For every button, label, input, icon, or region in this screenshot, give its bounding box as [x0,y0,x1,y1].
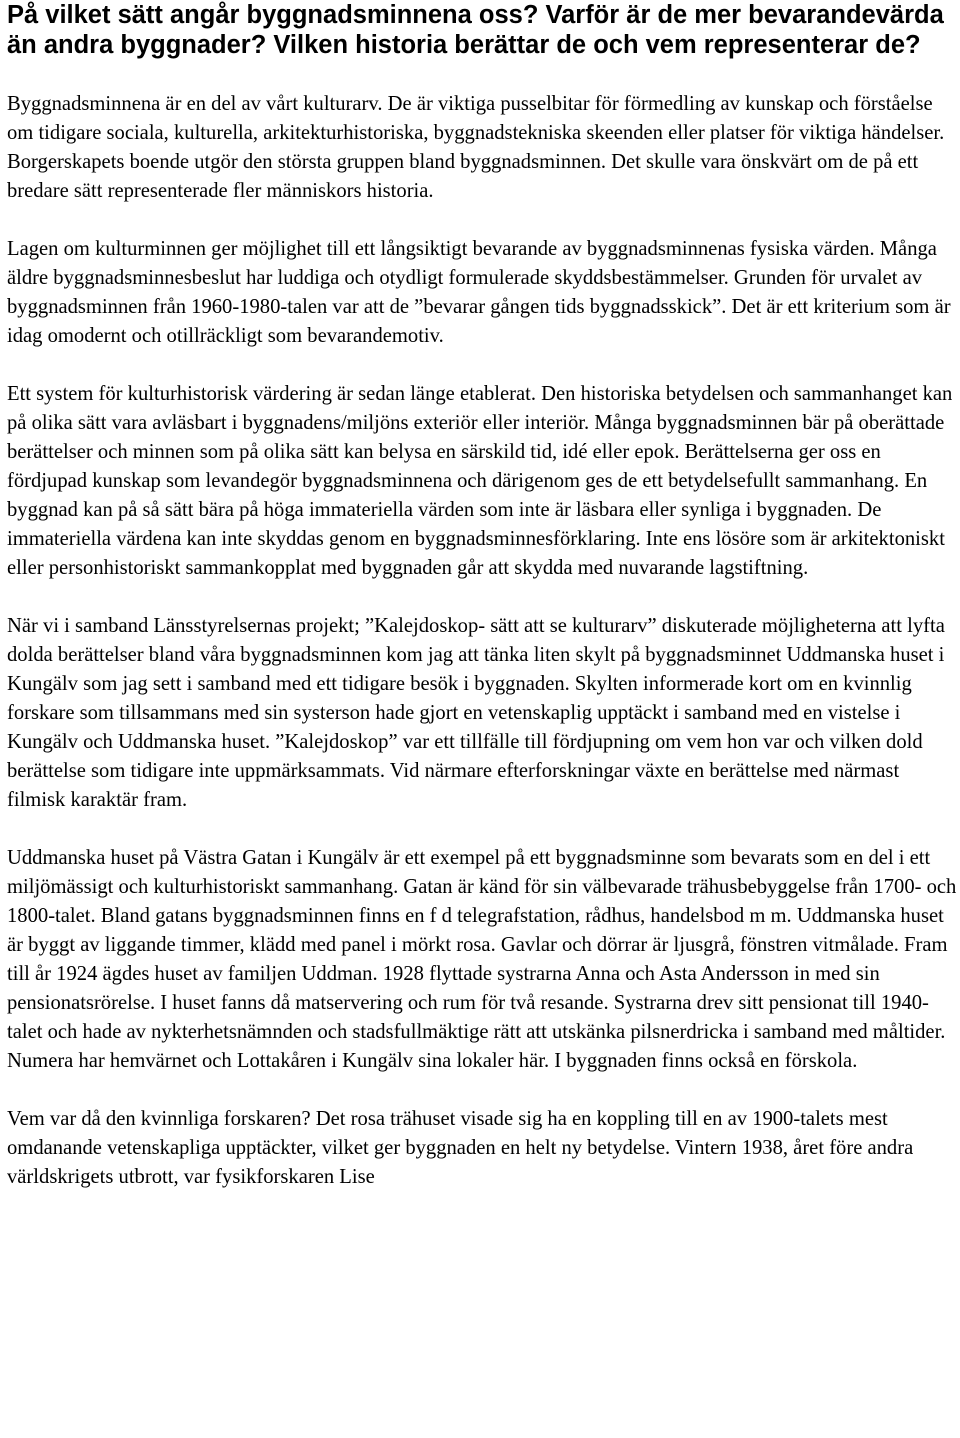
paragraph-kalejdoskop: När vi i samband Länsstyrelsernas projekt; ”Kalejdoskop- sätt att se kulturarv” diskuterade möjligheterna att lyfta dolda berättelser bland våra byggnadsminnen kom jag att tänka liten skylt på byggnadsminnet Uddmanska huset i Kungälv som jag sett i samband med ett tidigare besök i byggnaden. Skylten informerade kort om en kvinnlig forskare som tillsammans med sin systerson hade gjort en vetenskaplig upptäckt i samband med en vistelse i Kungälv och Uddmanska huset. ”Kalejdoskop” var ett tillfälle till fördjupning om vem hon var och vilken dold berättelse som tidigare inte uppmärksammats. Vid närmare efterforskningar växte en berättelse med närmast filmisk karaktär fram. [7,615,945,811]
paragraph-uddmanska-huset: Uddmanska huset på Västra Gatan i Kungälv är ett exempel på ett byggnadsminne som bevarats som en del i ett miljömässigt och kulturhistoriskt sammanhang. Gatan är känd för sin välbevarade trähusbebyggelse från 1700- och 1800-talet. Bland gatans byggnadsminnen finns en f d telegrafstation, rådhus, handelsbod m m. Uddmanska huset är byggt av liggande timmer, klädd med panel i mörkt rosa. Gavlar och dörrar är ljusgrå, fönstren vitmålade. Fram till år 1924 ägdes huset av familjen Uddman. 1928 flyttade systrarna Anna och Asta Andersson in med sin pensionatsrörelse. I huset fanns då matservering och rum för två resande. Systrarna drev sitt pensionat till 1940-talet och hade av nykterhetsnämnden och stadsfullmäktige rätt att utskänka pilsnerdricka i samband med måltider. Numera har hemvärnet och Lottakåren i Kungälv sina lokaler här. I byggnaden finns också en förskola. [7,847,957,1072]
paragraph-kulturarv: Byggnadsminnena är en del av vårt kulturarv. De är viktiga pusselbitar för förmedling av kunskap och förståelse om tidigare sociala, kulturella, arkitekturhistoriska, byggnadstekniska skeenden eller platser för viktiga händelser. Borgerskapets boende utgör den största gruppen bland byggnadsminnen. Det skulle vara önskvärt om de på ett bredare sätt representerade fler människors historia. [7,93,945,202]
document-page [7,0,957,1192]
paragraph-lagen: Lagen om kulturminnen ger möjlighet till ett långsiktigt bevarande av byggnadsminnenas fysiska värden. Många äldre byggnadsminnesbeslut har luddiga och otydligt formulerade skyddsbestämmelser. Grunden för urvalet av byggnadsminnen från 1960-1980-talen var att de ”bevarar gången tids byggnadsskick”. Det är ett kriterium som är idag omodernt och otillräckligt som bevarandemotiv. [7,238,951,347]
page-heading: På vilket sätt angår byggnadsminnena oss? Varför är de mer bevarandevärda än andra byggnader? Vilken historia berättar de och vem representerar de? [7,1,944,59]
paragraph-forskaren: Vem var då den kvinnliga forskaren? Det rosa trähuset visade sig ha en koppling till en av 1900-talets mest omdanande vetenskapliga upptäckter, vilket ger byggnaden en helt ny betydelse. Vintern 1938, året före andra världskrigets utbrott, var fysikforskaren Lise [7,1108,914,1188]
paragraph-vardering: Ett system för kulturhistorisk värdering är sedan länge etablerat. Den historiska betydelsen och sammanhanget kan på olika sätt vara avläsbart i byggnadens/miljöns exteriör eller interiör. Många byggnadsminnen bär på oberättade berättelser och minnen som på olika sätt kan belysa en särskild tid, idé eller epok. Berättelserna ger oss en fördjupad kunskap som levandegör byggnadsminnena och därigenom ges de ett betydelsefullt sammanhang. En byggnad kan på så sätt bära på höga immateriella värden som inte är läsbara eller synliga i byggnaden. De immateriella värdena kan inte skyddas genom en byggnadsminnesförklaring. Inte ens lösöre som är arkitektoniskt eller personhistoriskt sammankopplat med byggnaden går att skydda med nuvarande lagstiftning. [7,383,953,579]
